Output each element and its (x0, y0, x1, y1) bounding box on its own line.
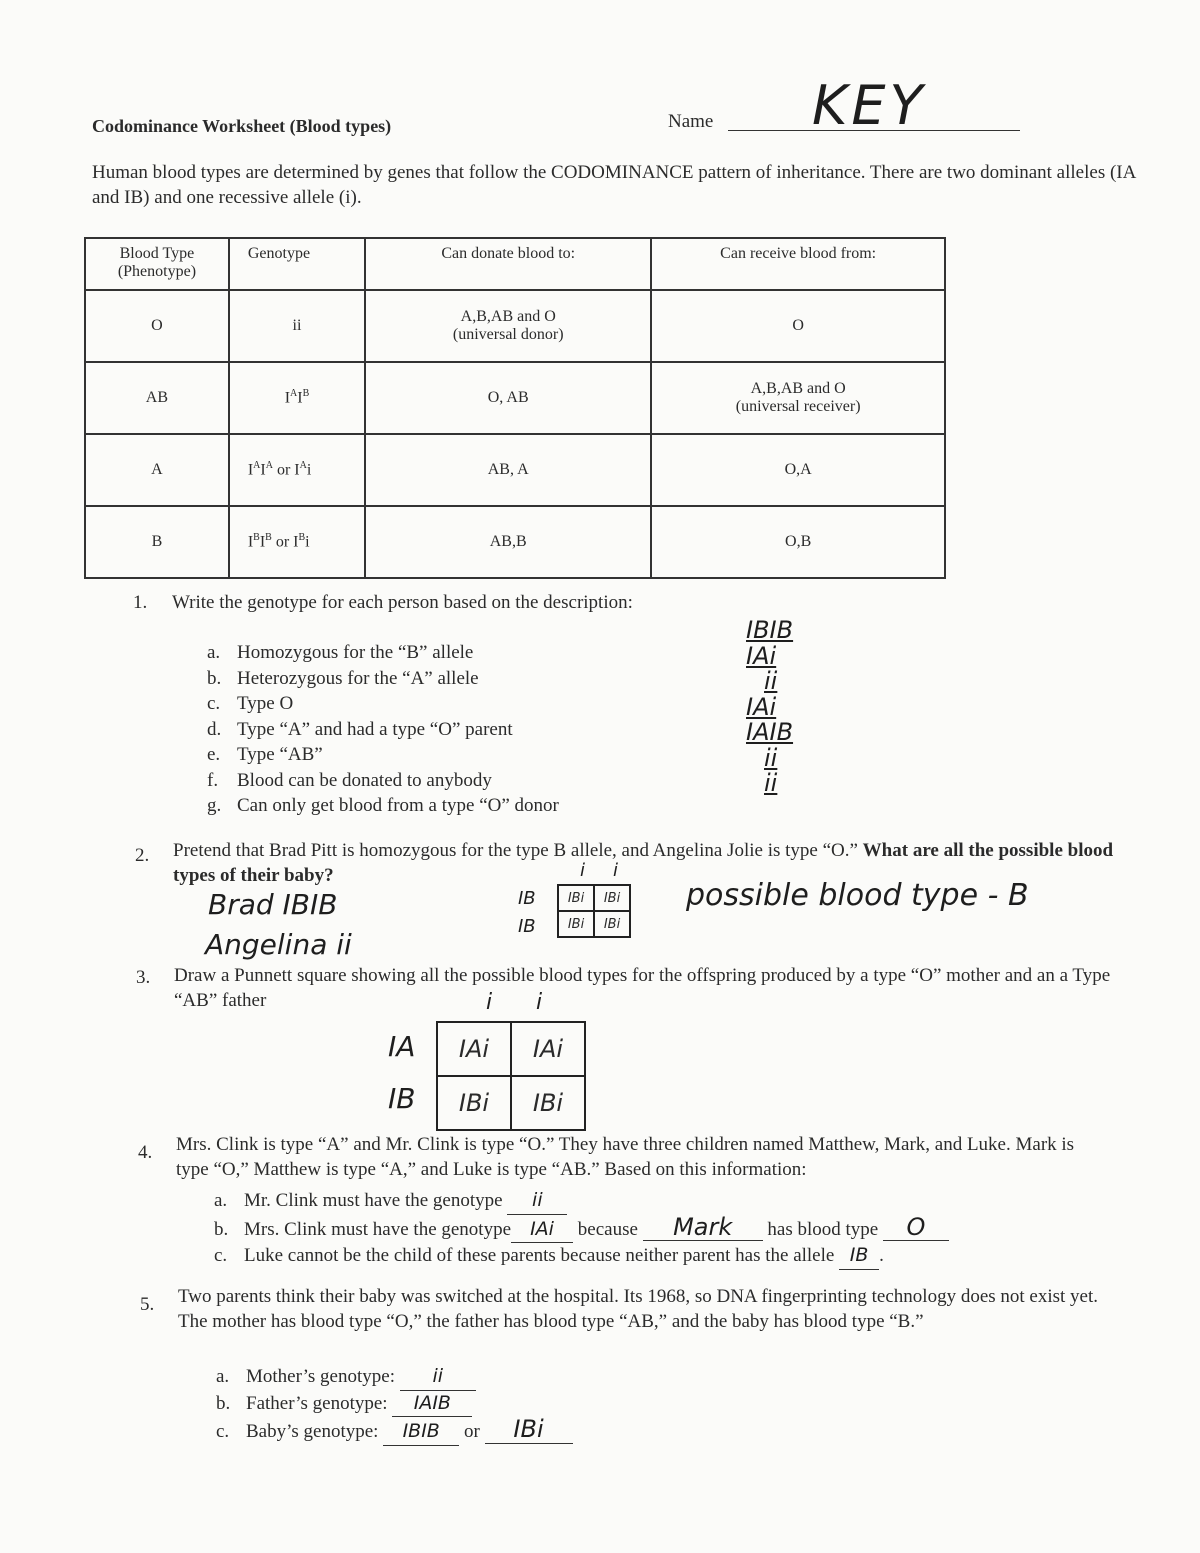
item-letter: a. (207, 642, 221, 663)
q2-punnett-square (557, 884, 631, 938)
cell-type: AB (85, 362, 229, 434)
q2-row-label: IB (518, 888, 536, 909)
list-item (214, 1243, 949, 1270)
donate-note: (universal donor) (452, 326, 564, 343)
list-item (214, 1188, 949, 1215)
q1-answer: IBIB (746, 616, 794, 644)
q2-angelina-handwritten: Angelina ii (205, 928, 352, 961)
q1-text: Write the genotype for each person based on the description: (172, 592, 633, 613)
intro-paragraph: Human blood types are determined by genes that follow the CODOMINANCE pattern of inheritance. There are two dominant alleles (IA and IB) and one recessive allele (i). (92, 162, 1136, 208)
q2-answer-handwritten: possible blood type - B (686, 878, 1029, 913)
item-letter: a. (214, 1190, 228, 1211)
q3-text: Draw a Punnett square showing all the possible blood types for the offspring produced by a type “O” mother and an a Type “AB” father (174, 965, 1111, 1011)
table-header-row (85, 238, 945, 290)
cell-type: A (85, 434, 229, 506)
receive-note: (universal receiver) (735, 398, 861, 415)
worksheet-title: Codominance Worksheet (Blood types) (92, 116, 392, 136)
list-item (207, 691, 559, 717)
q4b-answer-handwritten: IAi (511, 1217, 573, 1244)
q3-punnett-square (436, 1021, 586, 1131)
punnett-cell: IBi (594, 911, 630, 937)
q1-answer: IAIB (746, 718, 794, 746)
q1-answer: IAi (746, 692, 777, 721)
list-item (214, 1212, 949, 1244)
cell-genotype: $I^AI^A$ or $I^Ai$ (229, 434, 365, 506)
q2-prompt: Pretend that Brad Pitt is homozygous for the type B allele, and Angelina Jolie is type “O.” (173, 840, 858, 861)
item-text: Mother’s genotype: (246, 1366, 395, 1387)
header-genotype: Genotype (229, 238, 365, 290)
list-item (207, 793, 559, 819)
q5-text: Two parents think their baby was switched at the hospital. Its 1968, so DNA fingerprinting technology does not exist yet. The mother has blood type “O,” the father has blood type “AB,” and the baby has blood type “B.” (178, 1286, 1099, 1332)
q4-items (214, 1188, 949, 1270)
table-row (85, 362, 945, 434)
cell-genotype: $I^BI^B$ or $I^Bi$ (229, 506, 365, 578)
name-value-handwritten: KEY (812, 74, 927, 137)
donate-text: A,B,AB and O (460, 308, 556, 325)
item-letter: g. (207, 795, 222, 816)
cell-type: B (85, 506, 229, 578)
q5b-answer-handwritten: IAIB (392, 1391, 472, 1418)
header-can-receive: Can receive blood from: (651, 238, 945, 290)
punnett-cell: IBi (437, 1076, 511, 1130)
q4b-type-handwritten: O (883, 1215, 949, 1242)
q4b-who-handwritten: Mark (643, 1215, 763, 1242)
item-letter: e. (207, 744, 221, 765)
q1-items (207, 640, 559, 819)
receive-text: A,B,AB and O (750, 380, 846, 397)
item-text: Luke cannot be the child of these parents because neither parent has the allele (244, 1245, 835, 1266)
q4a-answer-handwritten: ii (507, 1188, 567, 1215)
item-letter: c. (214, 1245, 228, 1266)
item-text: Can only get blood from a type “O” donor (237, 795, 559, 816)
item-text: Mr. Clink must have the genotype (244, 1190, 503, 1211)
header-blood-type: Blood Type (Phenotype) (85, 238, 229, 290)
table-row (85, 434, 945, 506)
item-text: Blood can be donated to anybody (237, 769, 492, 791)
q4c-answer-handwritten: IB (839, 1243, 879, 1270)
list-item (216, 1364, 573, 1391)
item-text: Heterozygous for the “A” allele (237, 667, 479, 689)
list-item (207, 666, 559, 692)
cell-receive (651, 290, 945, 362)
punnett-cell: IAi (437, 1022, 511, 1076)
q2-col-label: i (580, 860, 586, 881)
punnett-cell: IBi (594, 885, 630, 911)
item-text: Type O (237, 693, 294, 714)
cell-donate: AB,B (365, 506, 651, 578)
q2-brad-handwritten: Brad IBIB (208, 888, 338, 921)
q1-answer: ii (764, 743, 778, 772)
q4c-end: . (879, 1245, 884, 1266)
q4-text: Mrs. Clink is type “A” and Mr. Clink is type “O.” They have three children named Matthew, Mark, and Luke. Mark is type “O,” Matthew is type “A,” and Luke is type “AB.” Based on this information: (176, 1134, 1075, 1180)
q1-answers-handwritten (746, 618, 793, 797)
list-item (207, 742, 559, 768)
item-text: Type “A” and had a type “O” parent (237, 718, 513, 740)
item-letter: b. (214, 1218, 229, 1240)
item-letter: a. (216, 1366, 230, 1387)
cell-donate: O, AB (365, 362, 651, 434)
item-text: Homozygous for the “B” allele (237, 642, 474, 663)
cell-receive: O,B (651, 506, 945, 578)
cell-donate: AB, A (365, 434, 651, 506)
punnett-cell: IAi (511, 1022, 585, 1076)
q2-bold-question: What are all the possible blood types of their baby? (173, 840, 1114, 886)
punnett-cell: IBi (558, 885, 594, 911)
table-row (85, 290, 945, 362)
item-text: Type “AB” (237, 744, 323, 765)
receive-text: O (792, 317, 804, 334)
cell-receive (651, 362, 945, 434)
q5a-answer-handwritten: ii (400, 1364, 476, 1391)
q2-col-label: i (613, 860, 619, 881)
item-letter: c. (207, 693, 221, 714)
list-item (216, 1417, 573, 1446)
list-item (207, 768, 559, 794)
cell-type: O (85, 290, 229, 362)
list-item (207, 640, 559, 666)
q5c-or: or (463, 1421, 480, 1442)
q5c-answer2-handwritten: IBi (485, 1417, 573, 1444)
item-text: Mrs. Clink must have the genotype (244, 1218, 512, 1240)
q5-number: 5. (140, 1294, 155, 1315)
q5c-answer1-handwritten: IBIB (383, 1419, 459, 1446)
cell-genotype: ii (229, 290, 365, 362)
header-can-donate: Can donate blood to: (365, 238, 651, 290)
item-letter: c. (216, 1421, 230, 1442)
item-text: Father’s genotype: (246, 1392, 388, 1414)
q1-number: 1. (133, 592, 148, 613)
cell-genotype: $I^AI^B$ (229, 362, 365, 434)
q2-row-label: IB (518, 916, 536, 937)
item-letter: f. (207, 769, 219, 791)
q3-col-label: i (486, 990, 493, 1015)
list-item (207, 717, 559, 743)
item-letter: b. (216, 1392, 231, 1414)
q4b-has: has blood type (767, 1218, 879, 1240)
blood-type-table (84, 237, 946, 579)
cell-receive: O,A (651, 434, 945, 506)
q5-items (216, 1364, 573, 1446)
item-text: Baby’s genotype: (246, 1421, 379, 1442)
name-label: Name (668, 111, 714, 132)
q3-number: 3. (136, 967, 151, 988)
q4b-because: because (577, 1218, 638, 1240)
q2-number: 2. (135, 845, 150, 866)
q4-number: 4. (138, 1142, 153, 1163)
item-letter: d. (207, 718, 222, 740)
q1-answer: ii (764, 769, 778, 797)
punnett-cell: IBi (511, 1076, 585, 1130)
cell-donate (365, 290, 651, 362)
q1-answer: ii (764, 667, 778, 695)
q3-col-label: i (536, 990, 543, 1015)
list-item (216, 1391, 573, 1418)
item-letter: b. (207, 667, 222, 689)
q3-row-label: IA (388, 1030, 416, 1063)
q1-answer: IAi (746, 641, 777, 670)
table-row (85, 506, 945, 578)
q3-row-label: IB (388, 1082, 416, 1115)
punnett-cell: IBi (558, 911, 594, 937)
